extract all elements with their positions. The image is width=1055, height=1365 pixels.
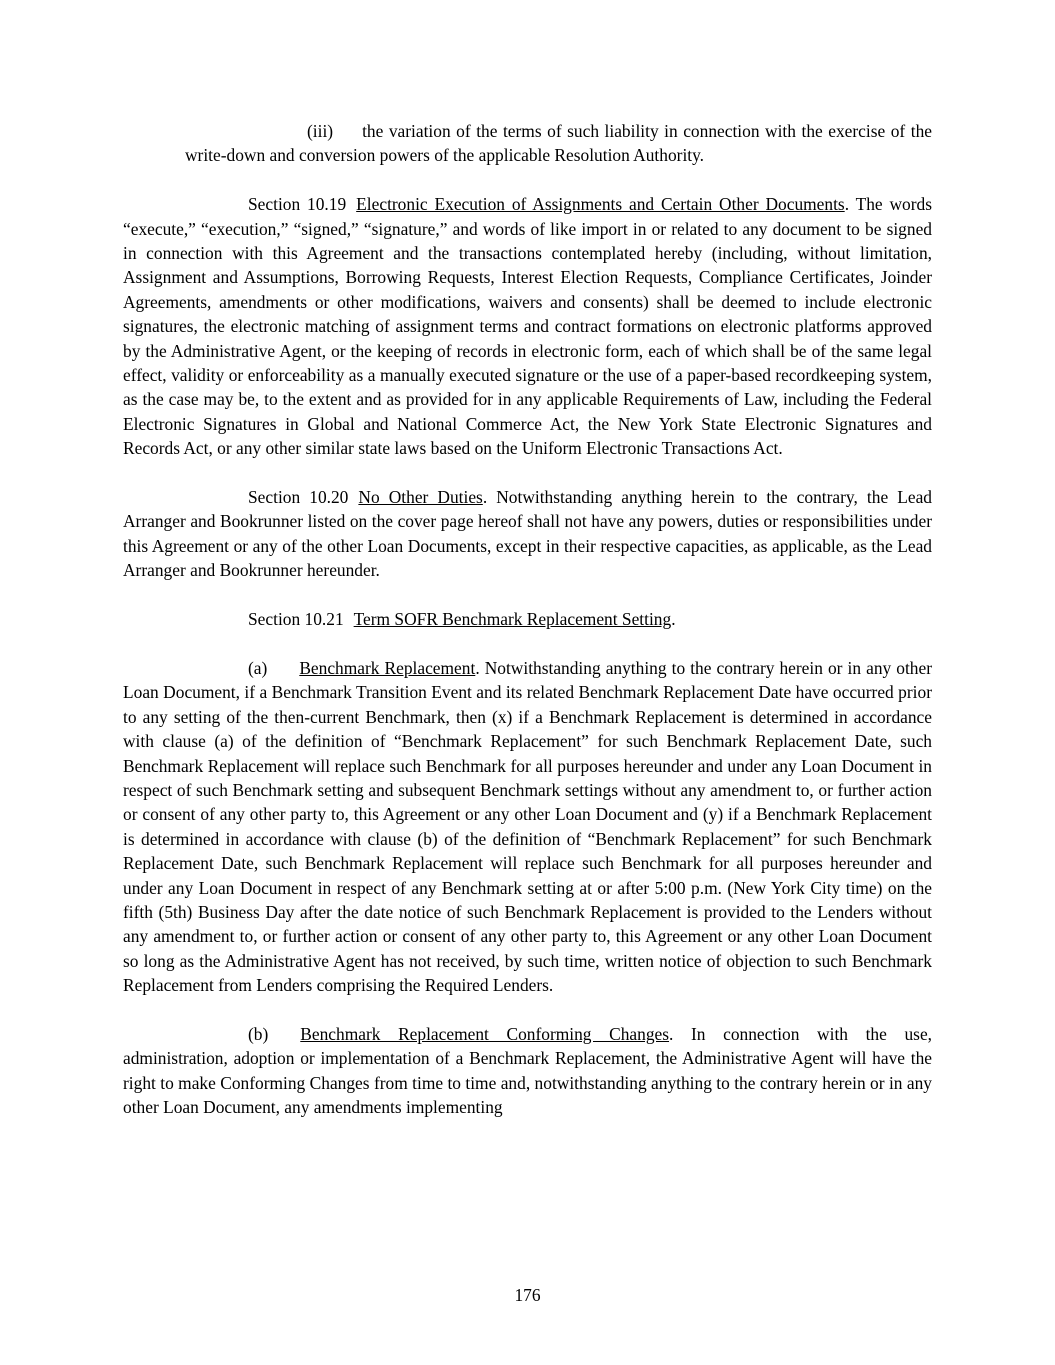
- section-10-20-label: Section 10.20: [248, 487, 349, 508]
- clause-b-heading: Benchmark Replacement Conforming Changes: [300, 1023, 670, 1044]
- section-10-19-body: . The words “execute,” “execution,” “signed,” “signature,” and words of like import in or related to any document to be signed in connection with this Agreement and the transactions contemplated hereby (including, without limitation, Assignment and Assumptions, Borrowing Requests, Interest Election Requests, Compliance Certificates, Joinder Agreements, amendments or other modifications, waivers and consents) shall be deemed to include electronic signatures, the electronic matching of assignment terms and contract formations on electronic platforms approved by the Administrative Agent, or the keeping of records in electronic form, each of which shall be of the same legal effect, validity or enforceability as a manually executed signature or the use of a paper-based recordkeeping system, as the case may be, to the extent and as provided for in any applicable Requirements of Law, including the Federal Electronic Signatures in Global and National Commerce Act, the New York State Electronic Signatures and Records Act, or any other similar state laws based on the Uniform Electronic Transactions Act.: [123, 194, 932, 459]
- clause-b-paragraph: [123, 1022, 932, 1120]
- clause-a-body: . Notwithstanding anything to the contrary herein or in any other Loan Document, if a Benchmark Transition Event and its related Benchmark Replacement Date have occurred prior to any setting of the then-current Benchmark, then (x) if a Benchmark Replacement is determined in accordance with clause (a) of the definition of “Benchmark Replacement” for such Benchmark Replacement Date, such Benchmark Replacement will replace such Benchmark for all purposes hereunder and under any Loan Document in respect of such Benchmark setting and subsequent Benchmark settings without any amendment to, or further action or consent of any other party to, this Agreement or any other Loan Document and (y) if a Benchmark Replacement is determined in accordance with clause (b) of the definition of “Benchmark Replacement” for such Benchmark Replacement Date, such Benchmark Replacement will replace such Benchmark for all purposes hereunder and under any Loan Document in respect of any Benchmark setting at or after 5:00 p.m. (New York City time) on the fifth (5th) Business Day after the date notice of such Benchmark Replacement is provided to the Lenders without any amendment to, or further action or consent of any other party to, this Agreement or any other Loan Document so long as the Administrative Agent has not received, by such time, written notice of objection to such Benchmark Replacement from Lenders comprising the Required Lenders.: [123, 657, 932, 996]
- section-10-21-after: .: [671, 609, 676, 630]
- section-10-19-heading: Electronic Execution of Assignments and Certain Other Documents: [356, 194, 845, 215]
- clause-b-label: (b): [248, 1023, 269, 1044]
- section-10-19-label: Section 10.19: [248, 194, 347, 215]
- section-10-20-body: . Notwithstanding anything herein to the contrary, the Lead Arranger and Bookrunner listed on the cover page hereof shall not have any powers, duties or responsibilities under this Agreement or any of the other Loan Documents, except in their respective capacities, as applicable, as the Lead Arranger and Bookrunner hereunder.: [123, 487, 933, 581]
- section-10-21-heading: Term SOFR Benchmark Replacement Setting: [353, 609, 672, 630]
- section-10-19-paragraph: [123, 192, 932, 460]
- clause-iii-label: (iii): [307, 121, 334, 141]
- clause-a-heading: Benchmark Replacement: [299, 657, 476, 678]
- clause-a-label: (a): [248, 657, 268, 678]
- section-10-20-paragraph: [123, 485, 932, 583]
- clause-a-paragraph: [123, 656, 932, 998]
- section-10-20-heading: No Other Duties: [358, 487, 483, 508]
- clause-b-body: . In connection with the use, administration, adoption or implementation of a Benchmark Replacement, the Administrative Agent will have the right to make Conforming Changes from time to time and, notwithstanding anything to the contrary herein or in any other Loan Document, any amendments implementing: [123, 1023, 933, 1118]
- page-number: 176: [514, 1284, 541, 1305]
- clause-iii-paragraph: [185, 119, 932, 168]
- clause-iii-text: the variation of the terms of such liability in connection with the exercise of the write-down and conversion powers of the applicable Resolution Authority.: [185, 121, 932, 166]
- section-10-21-label: Section 10.21: [248, 609, 344, 630]
- section-10-21-paragraph: [123, 607, 932, 631]
